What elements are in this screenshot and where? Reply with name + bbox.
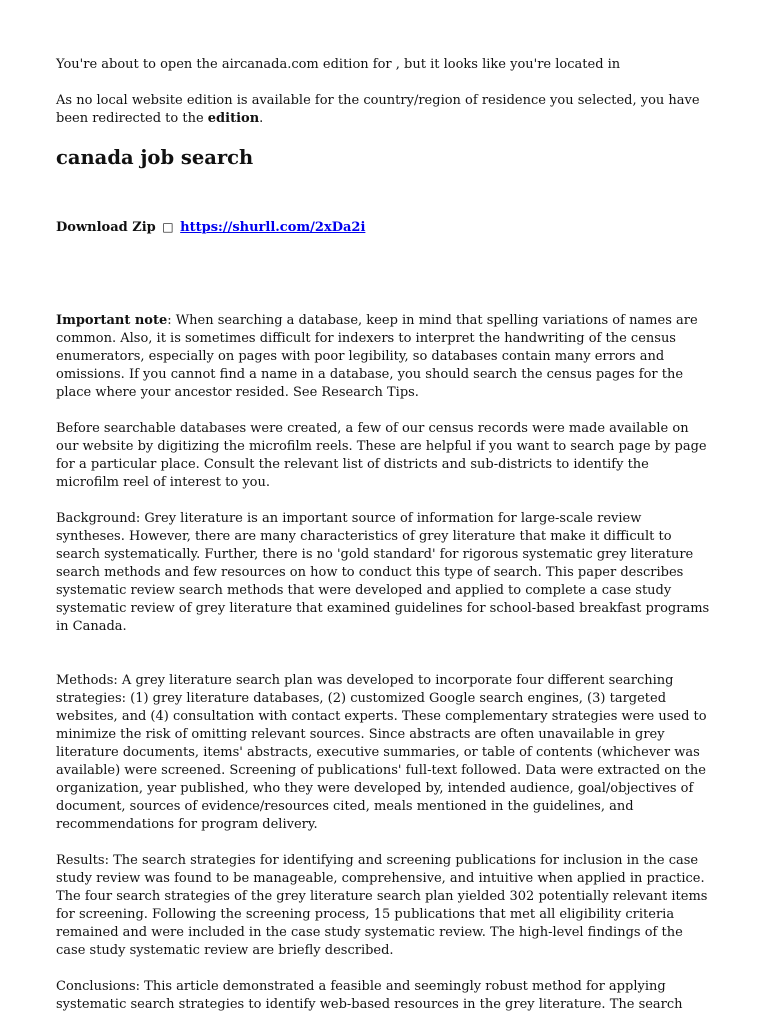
background-paragraph: Background: Grey literature is an important source of information for large-scale review syntheses. However, there are many characteristics of grey literature that make it difficult to search systematically. Further, there is no 'gold standard' for rigorous systematic grey literature search methods and few resources on how to conduct this type of search. This paper describes systematic review search methods that were developed and applied to complete a case study systematic review of grey literature that examined guidelines for school-based breakfast programs in Canada.: [56, 511, 710, 634]
important-note-label: Important note: [56, 313, 168, 328]
results-paragraph: Results: The search strategies for identifying and screening publications for inclusion in the case study review was found to be manageable, comprehensive, and intuitive when applied in practice. The four search strategies of the grey literature search plan yielded 302 potentially relevant items for screening. Following the screening process, 15 publications that met all eligibility criteria remained and were included in the case study systematic review. The high-level findings of the case study systematic review are briefly described.: [56, 853, 708, 958]
methods-paragraph: Methods: A grey literature search plan was developed to incorporate four different searching strategies: (1) grey literature databases, (2) customized Google search engines, (3) targeted websites, and (4) consultation with contact experts. These complementary strategies were used to minimize the risk of omitting relevant sources. Since abstracts are often unavailable in grey literature documents, items' abstracts, executive summaries, or table of contents (whichever was available) were screened. Screening of publications' full-text followed. Data were extracted on the organization, year published, who they were developed by, intended audience, goal/objectives of document, sources of evidence/resources cited, meals mentioned in the guidelines, and recommendations for program delivery.: [56, 673, 707, 832]
page-title: canada job search: [56, 146, 254, 169]
redirect-edition: edition: [207, 111, 260, 126]
important-note-paragraph: [56, 312, 714, 402]
conclusions-paragraph: Conclusions: This article demonstrated a feasible and seemingly robust method for applying systematic search strategies to identify web-based resources in the grey literature. The search: [56, 979, 683, 1012]
redirect-notice: [56, 92, 714, 128]
redirect-end: .: [259, 111, 264, 126]
download-link[interactable]: https://shurll.com/2xDa2i: [180, 220, 366, 235]
download-line: [56, 218, 714, 237]
redirect-text: As no local website edition is available for the country/region of residence you selected, you have been redirected to the: [56, 93, 700, 126]
microfilm-paragraph: Before searchable databases were created, a few of our census records were made available on our website by digitizing the microfilm reels. These are helpful if you want to search page by page for a particular place. Consult the relevant list of districts and sub-districts to identify the microfilm reel of interest to you.: [56, 421, 707, 490]
box-icon: □: [162, 220, 174, 234]
download-label: Download Zip: [56, 220, 156, 235]
important-note-text: : When searching a database, keep in mind that spelling variations of names are common. Also, it is sometimes difficult for indexers to interpret the handwriting of the census enumerators, especially on pages with poor legibility, so databases contain many errors and omissions. If you cannot find a name in a database, you should search the census pages for the place where your ancestor resided. See Research Tips.: [56, 313, 698, 400]
location-notice: You're about to open the aircanada.com edition for , but it looks like you're located in: [56, 57, 621, 72]
